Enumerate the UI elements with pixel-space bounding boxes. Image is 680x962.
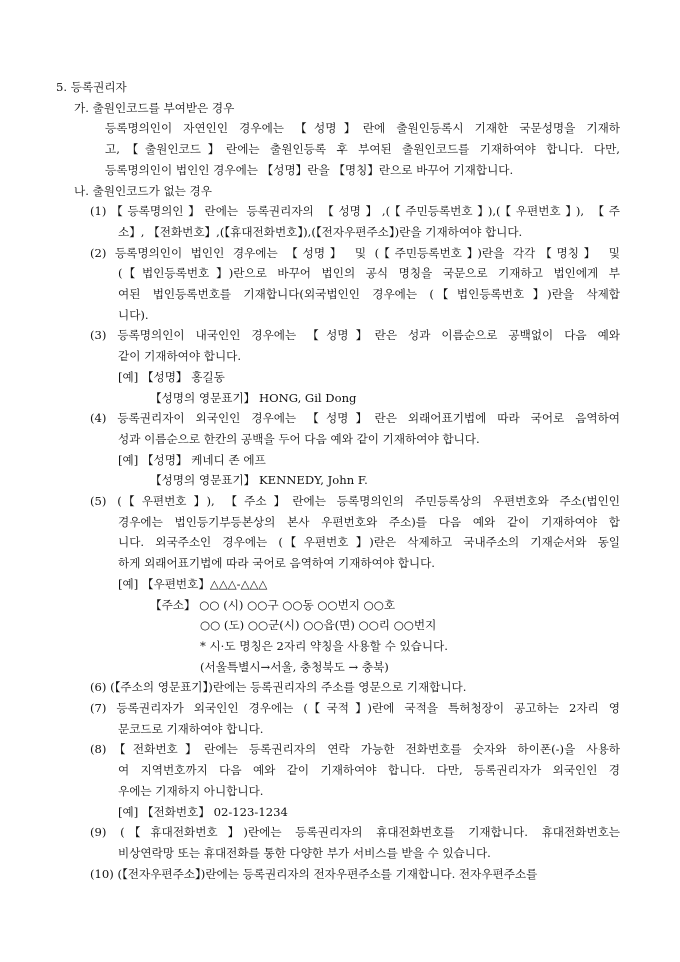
example-line: [예] 【전화번호】 02-123-1234	[118, 804, 288, 819]
list-item-3-line: 같이 기재하여야 합니다.	[118, 349, 242, 364]
paragraph-line: 고,【출원인코드】란에는 출원인등록 후 부여된 출원인코드를 기재하여야 합니다. 다만,	[105, 142, 620, 157]
list-item-5-line: 니다. 외국주소인 경우에는 (【우편번호】)란은 삭제하고 국내주소의 기재순서와 동일	[118, 535, 620, 550]
list-item-1-line: (1)【등록명의인】란에는 등록권리자의 【성명】,(【주민등록번호】),(【우편번호】), 【주	[90, 204, 620, 219]
list-item-7-line: 문코드로 기재하여야 합니다.	[118, 721, 264, 736]
list-item-3-line: (3) 등록명의인이 내국인인 경우에는 【성명】란은 성과 이름순으로 공백없이 다음 예와	[90, 328, 620, 343]
list-item-8-line: 우에는 기재하지 아니합니다.	[118, 783, 264, 798]
list-item-8-line: (8)【전화번호】란에는 등록권리자의 연락 가능한 전화번호를 숫자와 하이폰(-)을 사용하	[90, 742, 620, 757]
list-item-4-line: 성과 이름순으로 한칸의 공백을 두어 다음 예와 같이 기재하여야 합니다.	[118, 431, 480, 446]
example-line: [예] 【성명】 케네디 존 에프	[118, 452, 266, 467]
list-item-10-line: (10) (【전자우편주소】)란에는 등록권리자의 전자우편주소를 기재합니다. 전자우편주소를	[90, 866, 538, 881]
note-line: (서울특별시→서울, 충청북도 → 충북)	[200, 659, 389, 674]
list-item-2-line: 여된 법인등록번호를 기재합니다(외국법인인 경우에는 (【법인등록번호】)란을 삭제합	[118, 287, 620, 301]
note-line: * 시·도 명칭은 2자리 약칭을 사용할 수 있습니다.	[200, 638, 448, 653]
list-item-9-line: 비상연락망 또는 휴대전화를 통한 다양한 부가 서비스를 받을 수 있습니다.	[118, 845, 491, 860]
paragraph-line: 등록명의인이 법인인 경우에는 【성명】란을 【명칭】란으로 바꾸어 기재합니다.	[105, 162, 514, 177]
list-item-5-line: (5) (【우편번호】), 【주소】란에는 등록명의인의 주민등록상의 우편번호와 주소(법인인	[90, 494, 620, 508]
paragraph-line: 등록명의인이 자연인인 경우에는 【성명】란에 출원인등록시 기재한 국문성명을 기재하	[105, 121, 620, 136]
example-line: 【성명의 영문표기】 KENNEDY, John F.	[150, 473, 368, 488]
list-item-1-line: 소】, 【전화번호】,(【휴대전화번호】),(【전자우편주소】)란을 기재하여야 합니다.	[118, 224, 523, 239]
subsection-heading-a: 가. 출원인코드를 부여받은 경우	[74, 100, 235, 115]
list-item-4-line: (4) 등록권리자이 외국인인 경우에는 【성명】란은 외래어표기법에 따라 국어로 음역하여	[90, 411, 620, 426]
example-line: 【성명의 영문표기】 HONG, Gil Dong	[150, 390, 357, 405]
subsection-heading-b: 나. 출원인코드가 없는 경우	[74, 183, 212, 198]
list-item-5-line: 하게 외래어표기법에 따라 국어로 음역하여 기재하여야 합니다.	[118, 556, 435, 571]
list-item-5-line: 경우에는 법인등기부등본상의 본사 우편번호와 주소)를 다음 예와 같이 기재하여야 합	[118, 514, 620, 529]
list-item-7-line: (7) 등록권리자가 외국인인 경우에는 (【국적】)란에 국적을 특허청장이 공고하는 2자리 영	[90, 701, 620, 715]
list-item-2-line: (【법인등록번호】)란으로 바꾸어 법인의 공식 명칭을 국문으로 기재하고 법인에게 부	[118, 266, 620, 281]
example-line: ○○ (도) ○○군(시) ○○읍(면) ○○리 ○○번지	[200, 618, 437, 633]
list-item-2-line: (2) 등록명의인이 법인인 경우에는 【성명】 및 (【주민등록번호】)란을 각각【명칭】 및	[90, 245, 620, 260]
list-item-6-line: (6) (【주소의 영문표기】)란에는 등록권리자의 주소를 영문으로 기재합니다.	[90, 680, 467, 695]
example-line: [예] 【우편번호】△△△-△△△	[118, 576, 268, 591]
list-item-9-line: (9) (【휴대전화번호】)란에는 등록권리자의 휴대전화번호를 기재합니다. 휴대전화번호는	[90, 825, 620, 840]
example-line: [예] 【성명】 홍길동	[118, 369, 225, 384]
section-heading: 5. 등록권리자	[56, 80, 127, 94]
example-line: 【주소】 ○○ (시) ○○구 ○○동 ○○번지 ○○호	[150, 597, 396, 612]
list-item-8-line: 여 지역번호까지 다음 예와 같이 기재하여야 합니다. 다만, 등록권리자가 외국인인 경	[118, 763, 620, 778]
list-item-2-line: 니다).	[118, 307, 149, 322]
